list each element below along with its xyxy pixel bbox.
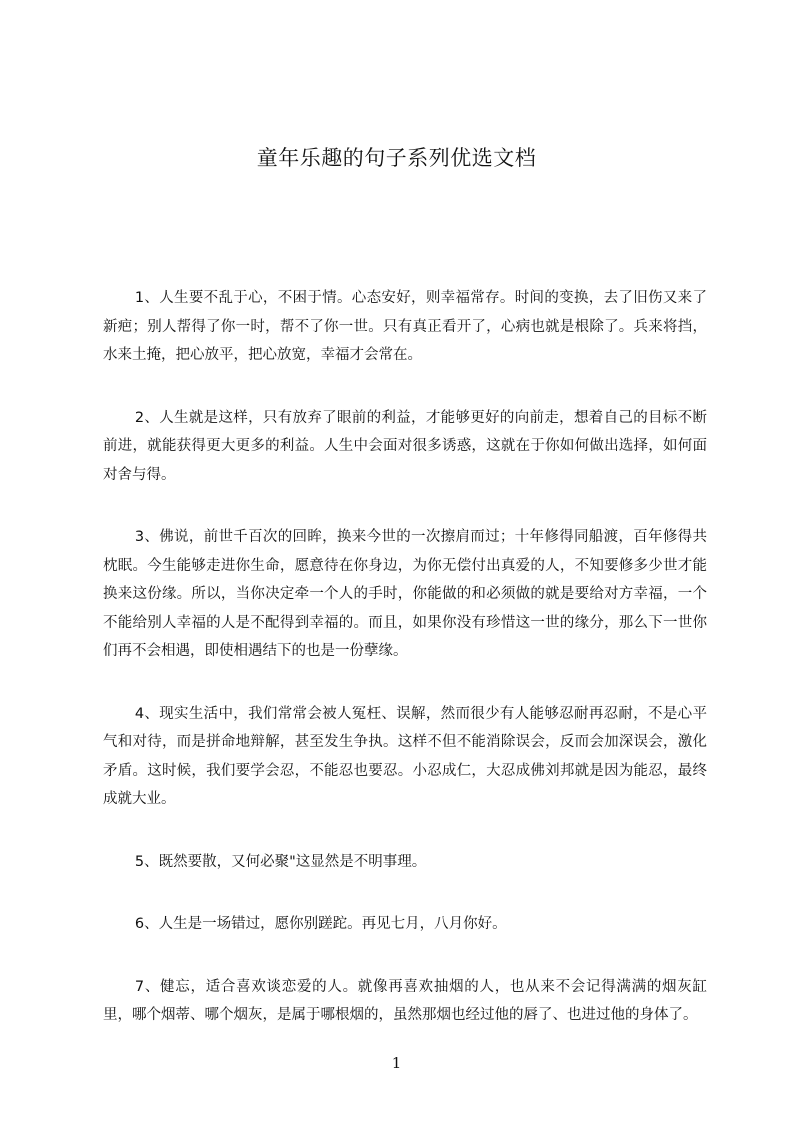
page-number: 1 bbox=[391, 1054, 402, 1072]
document-title: 童年乐趣的句子系列优选文档 bbox=[256, 146, 537, 170]
paragraph-5: 5、既然要散，又何必聚"这显然是不明事理。 bbox=[134, 853, 427, 870]
paragraph-4: 4、现实生活中，我们常常会被人冤枉、误解，然而很少有人能够忍耐再忍耐，不是心平气和对待，而是拼命地辩解，甚至发生争执。这样不但不能消除误会，反而会加深误会，激化矛盾。这时候，我们要学会忍，不能忍也要忍。小忍成仁，大忍成佛刘邦就是因为能忍，最终成就大业。 bbox=[103, 705, 707, 807]
document-body bbox=[103, 284, 707, 1064]
paragraph-2: 2、人生就是这样，只有放弃了眼前的利益，才能够更好的向前走，想着自己的目标不断前进，就能获得更大更多的利益。人生中会面对很多诱惑，这就在于你如何做出选择，如何面对舍与得。 bbox=[103, 409, 707, 483]
paragraph-7: 7、健忘，适合喜欢谈恋爱的人。就像再喜欢抽烟的人，也从来不会记得满满的烟灰缸里，哪个烟蒂、哪个烟灰，是属于哪根烟的，虽然那烟也经过他的唇了、也进过他的身体了。 bbox=[103, 978, 707, 1023]
paragraph-1: 1、人生要不乱于心，不困于情。心态安好，则幸福常存。时间的变换，去了旧伤又来了新疤；别人帮得了你一时，帮不了你一世。只有真正看开了，心病也就是根除了。兵来将挡，水来土掩，把心放平，把心放宽，幸福才会常在。 bbox=[103, 290, 707, 363]
paragraph-3: 3、佛说，前世千百次的回眸，换来今世的一次擦肩而过；十年修得同船渡，百年修得共枕眠。今生能够走进你生命，愿意待在你身边，为你无偿付出真爱的人，不知要修多少世才能换来这份缘。所以，当你决定牵一个人的手时，你能做的和必须做的就是要给对方幸福，一个不能给别人幸福的人是不配得到幸福的。而且，如果你没有珍惜这一世的缘分，那么下一世你们再不会相遇，即使相遇结下的也是一份孽缘。 bbox=[103, 529, 707, 659]
paragraph-6: 6、人生是一场错过，愿你别蹉跎。再见七月，八月你好。 bbox=[134, 916, 507, 932]
